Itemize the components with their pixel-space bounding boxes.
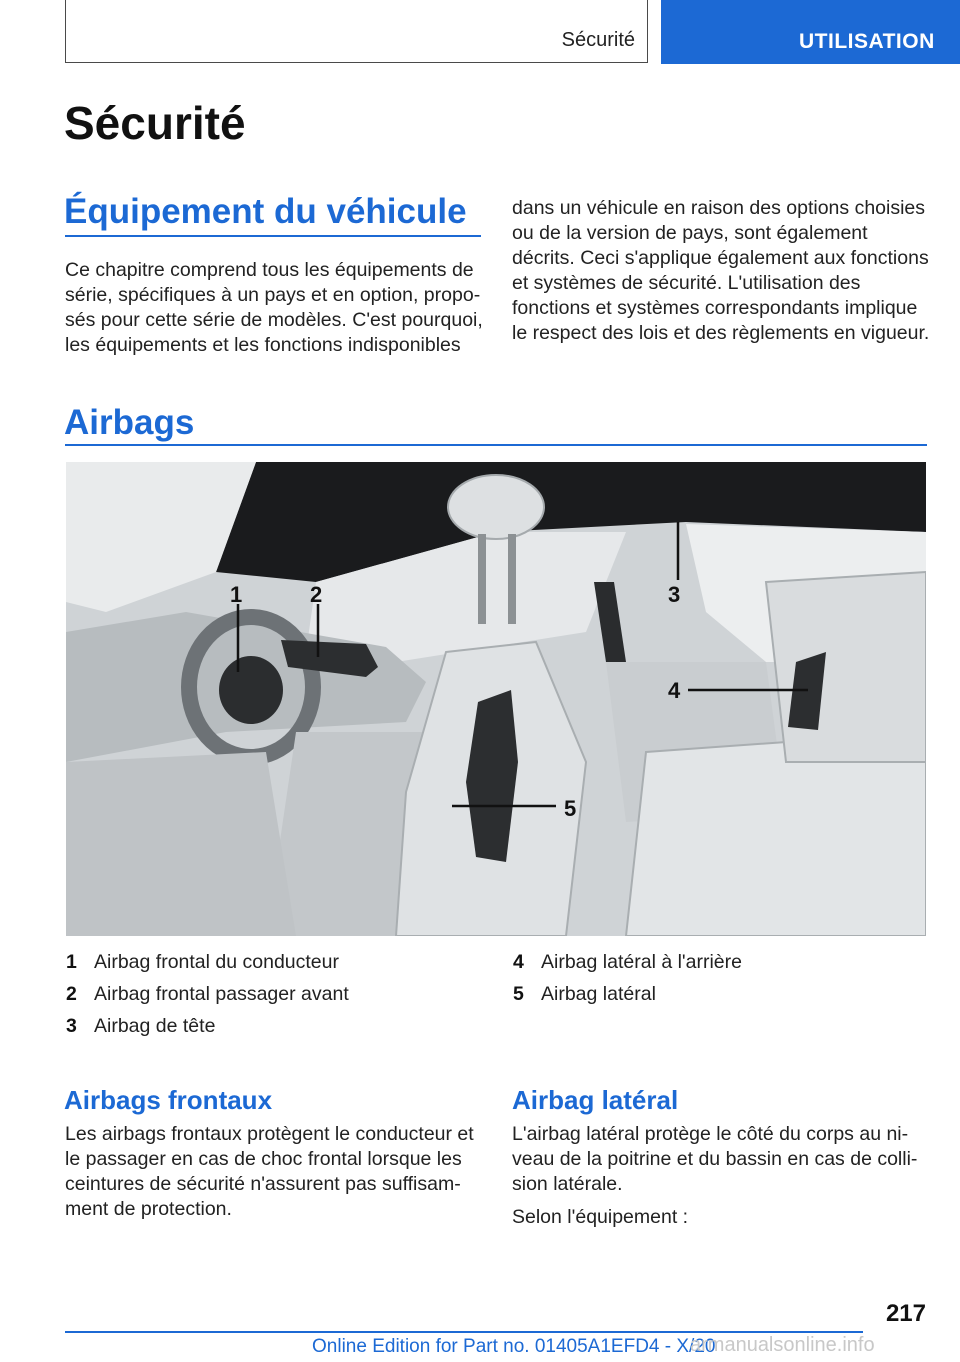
lateral-airbag-heading: Airbag latéral bbox=[512, 1085, 679, 1115]
footer-watermark: armanualsonline.info bbox=[690, 1334, 875, 1356]
legend-item: 1 Airbag frontal du conducteur bbox=[66, 951, 339, 973]
header-section-tab bbox=[65, 0, 648, 63]
page-title: Sécurité bbox=[64, 97, 246, 149]
figure-label-4: 4 bbox=[668, 678, 681, 703]
lateral-airbag-text-2: Selon l'équipement : bbox=[512, 1206, 689, 1228]
header-chapter-tab bbox=[661, 0, 960, 64]
footer-edition: Online Edition for Part no. 01405A1EFD4 - X/20 bbox=[312, 1336, 716, 1357]
legend-left bbox=[66, 946, 349, 1042]
legend-item: 5 Airbag latéral bbox=[513, 983, 656, 1005]
equipment-heading-rule bbox=[65, 235, 481, 237]
header-chapter-label: UTILISATION bbox=[799, 30, 935, 53]
figure-label-3: 3 bbox=[668, 582, 681, 607]
lateral-airbag-text: L'airbag latéral protège le côté du corps au niveau de la poitrine et du bassin en cas de collision latérale. bbox=[512, 1123, 918, 1195]
airbag-illustration bbox=[66, 462, 926, 936]
equipment-paragraph-left: Ce chapitre comprend tous les équipements de série, spécifiques à un pays et en option, proposés pour cette série de modèles. C'est pourquoi, les équipements et les fonctions indisponibles bbox=[65, 259, 483, 356]
legend-item: 3 Airbag de tête bbox=[66, 1015, 216, 1037]
airbags-heading: Airbags bbox=[64, 403, 195, 442]
footer-rule bbox=[65, 1331, 863, 1333]
equipment-heading: Équipement du véhicule bbox=[64, 192, 467, 231]
frontal-airbags-text: Les airbags frontaux protègent le conducteur et le passager en cas de choc frontal lorsque les ceintures de sécurité n'assurent pas suffisamment de protection. bbox=[65, 1123, 474, 1220]
page-number: 217 bbox=[885, 1300, 926, 1327]
legend-item: 4 Airbag latéral à l'arrière bbox=[513, 951, 742, 973]
frontal-airbags-heading: Airbags frontaux bbox=[64, 1085, 273, 1115]
figure-label-1: 1 bbox=[230, 582, 243, 607]
legend-item: 2 Airbag frontal passager avant bbox=[66, 983, 349, 1005]
figure-label-5: 5 bbox=[564, 796, 577, 821]
airbags-heading-rule bbox=[65, 444, 927, 446]
header-section-label: Sécurité bbox=[561, 29, 635, 51]
legend-right bbox=[513, 946, 742, 1010]
figure-label-2: 2 bbox=[310, 582, 323, 607]
equipment-paragraph-right: dans un véhicule en raison des options choisies ou de la version de pays, sont également décrits. Ceci s'applique également aux fonctions et systèmes de sécurité. L'utilisation des fonctions et systèmes correspondants implique le respect des lois et des règlements en vigueur. bbox=[512, 197, 930, 344]
